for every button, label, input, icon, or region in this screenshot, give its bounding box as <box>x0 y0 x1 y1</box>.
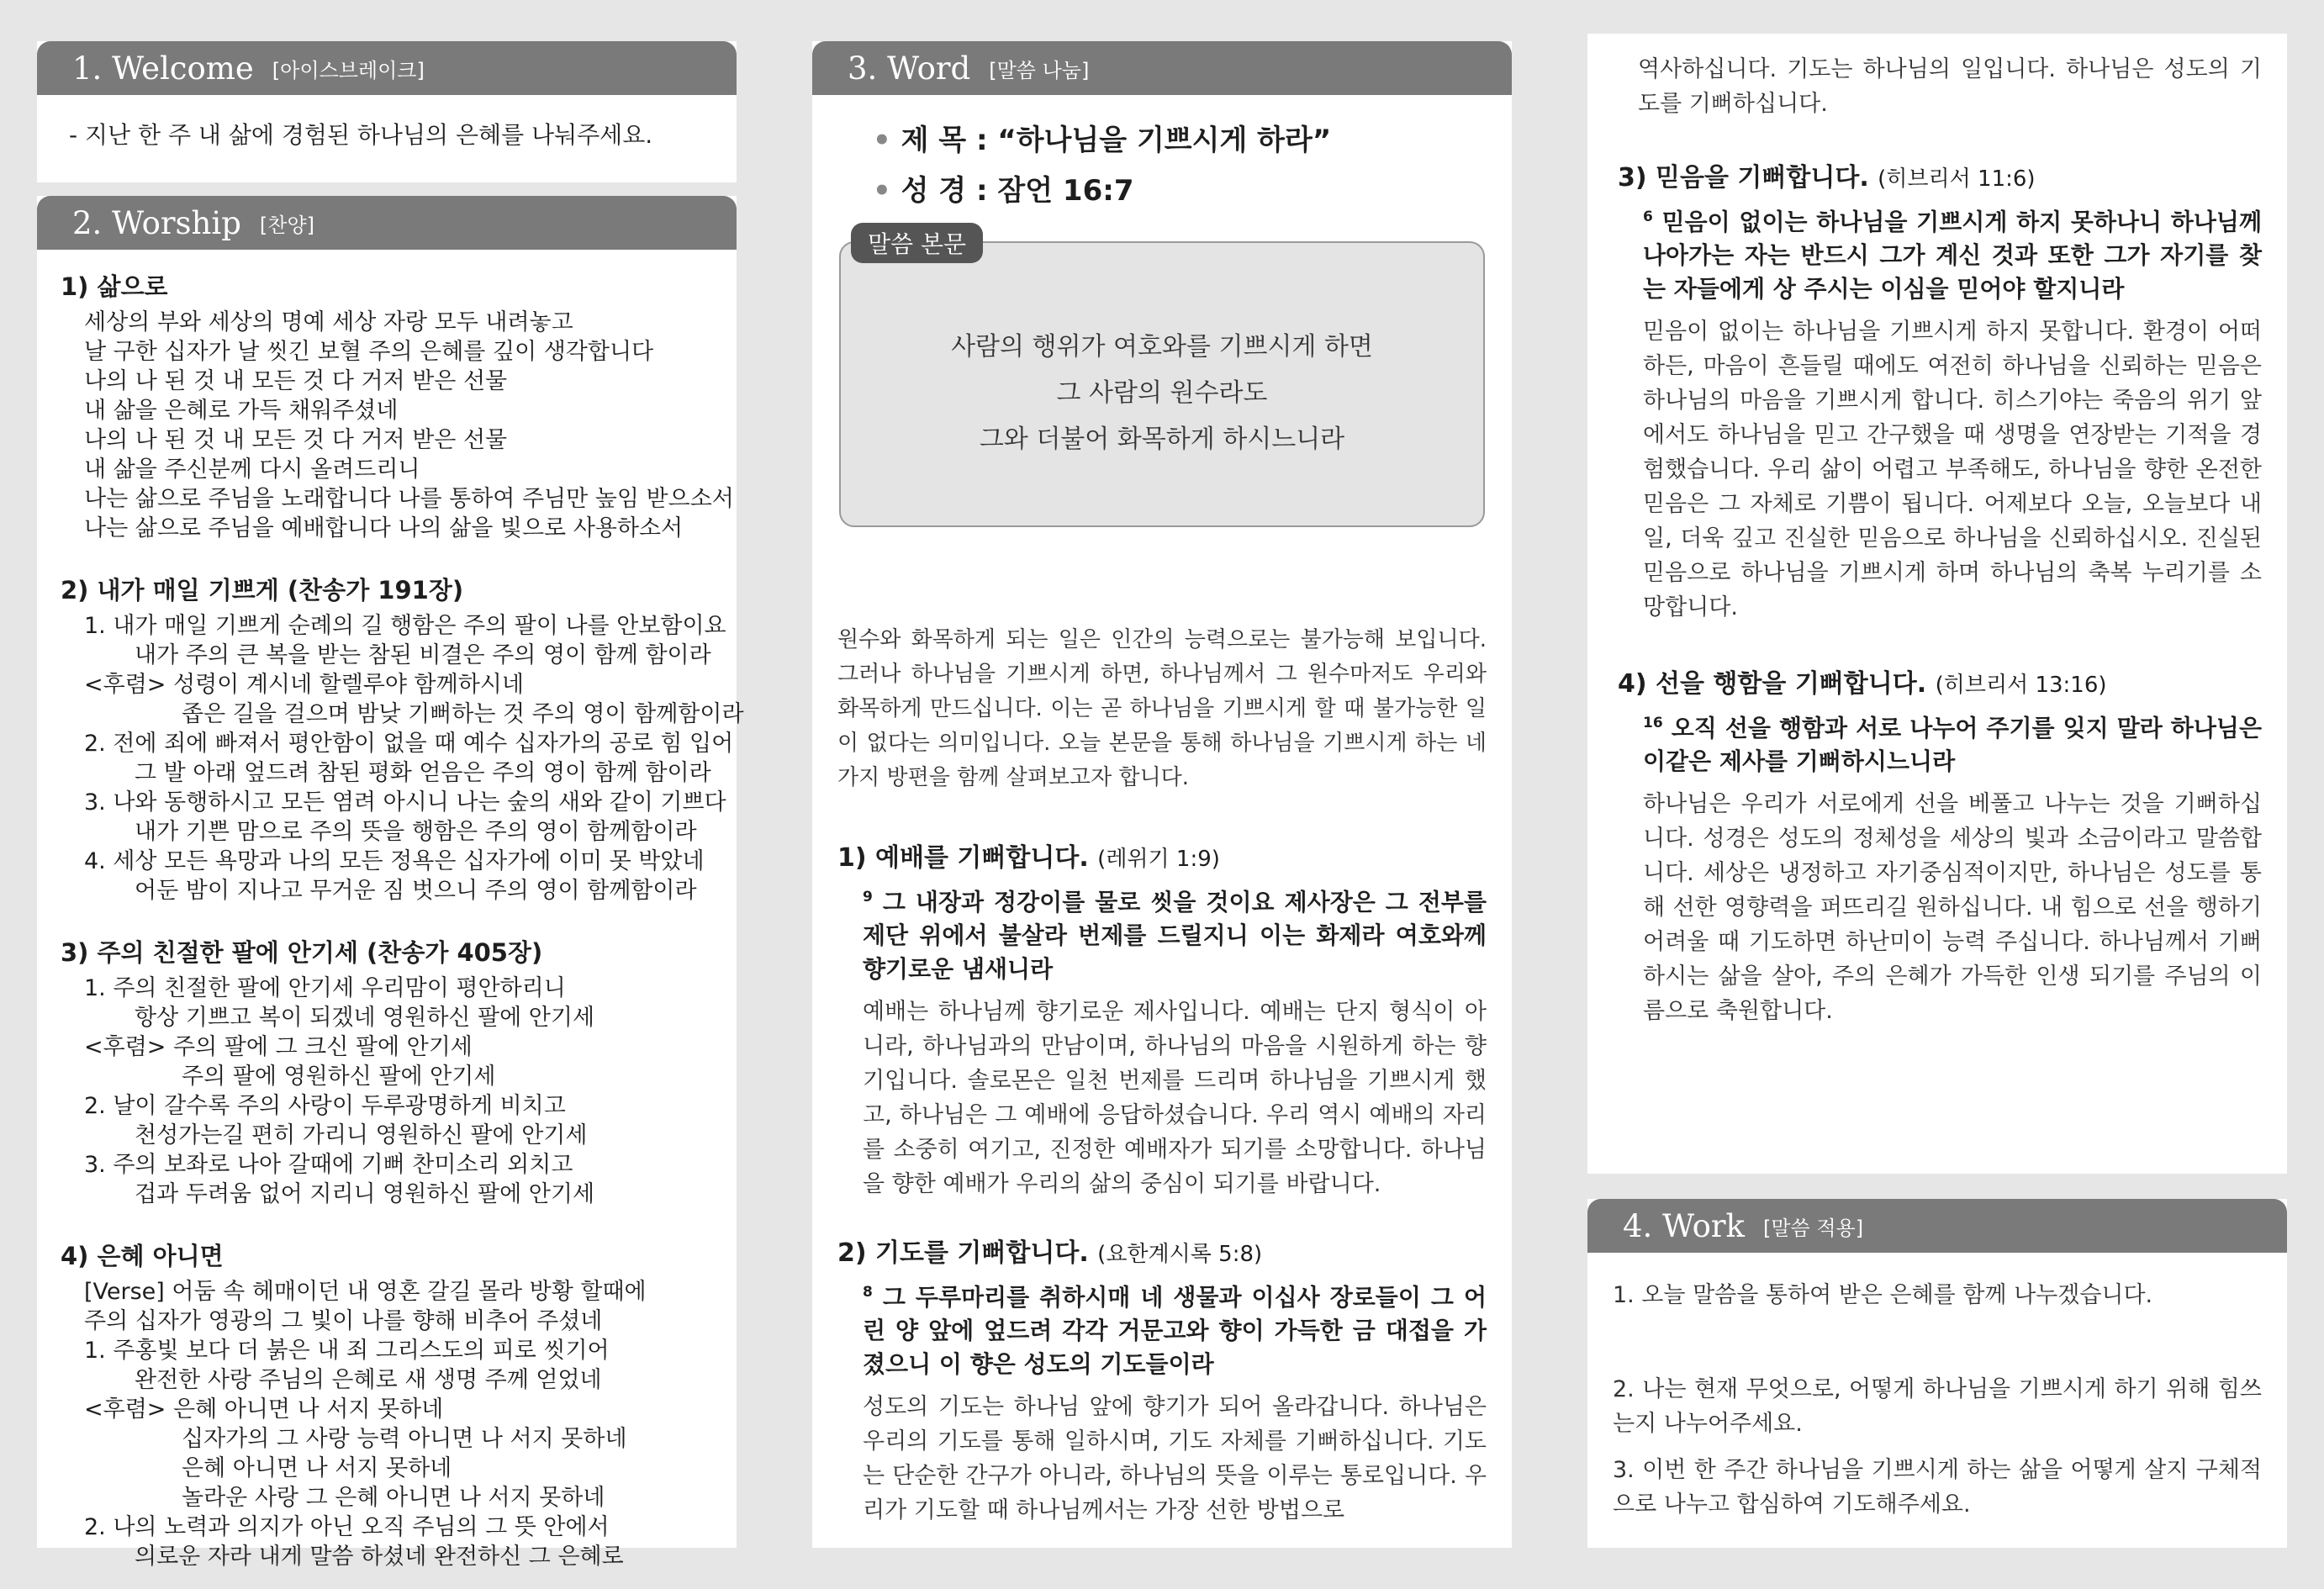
song-line: 내 삶을 주신분께 다시 올려드리니 <box>84 457 420 483</box>
song-line: <후렴> 주의 팔에 그 크신 팔에 안기세 <box>84 1034 473 1060</box>
scripture-box <box>839 241 1485 527</box>
point-body: 하나님은 우리가 서로에게 선을 베풀고 나누는 것을 기뻐하십니다. 성경은 성도의 정체성을 세상의 빛과 소금이라고 말씀합니다. 세상은 냉정하고 자기중심적이지만, 하나님은 성도를 통해 선한 영향력을 퍼뜨리길 원하십니다. 내 힘으로 선을 행하기 어려울 때 기도하면 하난미이 능력 주십니다. 하나님께서 기뻐하시는 삶을 살아, 주의 은혜가 가득한 인생 되기를 주님의 이름으로 축원합니다. <box>1643 791 2262 1025</box>
verse-num: 16 <box>1643 715 1663 731</box>
word-section <box>812 41 1512 1548</box>
song-line: 의로운 자라 내게 말씀 하셨네 완전하신 그 은혜로 <box>135 1544 624 1570</box>
welcome-text: - 지난 한 주 내 삶에 경험된 하나님의 은혜를 나눠주세요. <box>69 121 653 149</box>
topic-label: 제 목 : <box>901 124 988 157</box>
verse-text: 그 두루마리를 취하시매 네 생물과 이십사 장로들이 그 어린 양 앞에 엎드려 각각 거문고와 향이 가득한 금 대접을 가졌으니 이 향은 성도의 기도들이라 <box>863 1283 1487 1379</box>
scripture-row <box>873 166 1331 216</box>
song-line: 나의 나 된 것 내 모든 것 다 거저 받은 선물 <box>84 427 508 453</box>
work-subtitle: [말씀 적용] <box>1762 1216 1864 1240</box>
song-line: 내가 주의 큰 복을 받는 참된 비결은 주의 영이 함께 함이라 <box>135 642 711 668</box>
song-line: 2. 전에 죄에 빠져서 평안함이 없을 때 예수 십자가의 공로 힘 입어 <box>84 731 734 757</box>
word-header <box>812 41 1512 95</box>
worship-title: 2. Worship <box>72 204 241 241</box>
bullet-icon: • <box>873 174 901 208</box>
song-line: 십자가의 그 사랑 능력 아니면 나 서지 못하네 <box>182 1426 627 1452</box>
point-heading <box>1618 663 2262 699</box>
verse-text: 그 내장과 정강이를 물로 씻을 것이요 제사장은 그 전부를 제단 위에서 불살라 번제를 드릴지니 이는 화제라 여호와께 향기로운 냄새니라 <box>863 888 1487 984</box>
box-line: 사람의 행위가 여호와를 기쁘시게 하면 <box>951 332 1373 362</box>
point <box>1618 156 2262 625</box>
point-verse <box>1618 200 2262 306</box>
song <box>61 1238 715 1571</box>
point-body: 예배는 하나님께 향기로운 제사입니다. 예배는 단지 형식이 아니라, 하나님과의 만남이며, 하나님의 마음을 시원하게 하는 향기입니다. 솔로몬은 일천 번제를 드리며 하나님을 기쁘시게 했고, 하나님은 그 예배에 응답하셨습니다. 우리 역시 예배의 자리를 소중히 여기고, 진정한 예배자가 되기를 소망합니다. 하나님을 향한 예배가 우리의 삶의 중심이 되기를 바랍니다. <box>863 999 1487 1198</box>
song-title: 3) 주의 친절한 팔에 안기세 (찬송가 405장) <box>61 938 543 967</box>
bullet-icon: • <box>873 124 901 157</box>
song-line: 놀라운 사랑 그 은혜 아니면 나 서지 못하네 <box>182 1485 605 1511</box>
verse-num: 8 <box>863 1284 873 1301</box>
song-line: 1. 내가 매일 기쁘게 순례의 길 행함은 주의 팔이 나를 안보함이요 <box>84 613 726 639</box>
point-heading-text: 4) 선을 행함을 기뻐합니다. <box>1618 669 1927 699</box>
song-line: <후렴> 은혜 아니면 나 서지 못하네 <box>84 1396 444 1423</box>
song-line: 항상 기쁘고 복이 되겠네 영원하신 팔에 안기세 <box>135 1005 595 1031</box>
point-verse <box>837 880 1487 986</box>
verse-num: 9 <box>863 889 873 905</box>
song-line: 1. 주의 친절한 팔에 안기세 우리맘이 평안하리니 <box>84 975 566 1001</box>
verse-text: 믿음이 없이는 하나님을 기쁘시게 하지 못하나니 하나님께 나아가는 자는 반드시 그가 계신 것과 또한 그가 자기를 찾는 자들에게 상 주시는 이심을 믿어야 할지니라 <box>1643 208 2262 304</box>
song-title: 4) 은혜 아니면 <box>61 1242 224 1270</box>
box-line: 그 사람의 원수라도 <box>1056 378 1268 408</box>
song-line: 1. 주홍빛 보다 더 붉은 내 죄 그리스도의 피로 씻기어 <box>84 1338 610 1364</box>
word-intro: 원수와 화목하게 되는 일은 인간의 능력으로는 불가능해 보입니다. 그러나 하나님을 기쁘시게 하면, 하나님께서 그 원수마저도 우리와 화목하게 만드십니다. 이는 곧 하나님을 기쁘시게 할 때 불가능한 일이 없다는 의미입니다. 오늘 본문을 통해 하나님을 기쁘시게 하는 네 가지 방편을 함께 살펴보고자 합니다. <box>837 627 1487 790</box>
song-line: 어둔 밤이 지나고 무거운 짐 벗으니 주의 영이 함께함이라 <box>135 878 697 904</box>
scripture-text: 잠언 16:7 <box>997 174 1134 208</box>
word-subtitle: [말씀 나눔] <box>989 58 1090 82</box>
song <box>61 934 715 1209</box>
scripture-label: 성 경 : <box>901 174 988 208</box>
point-verse <box>1618 706 2262 779</box>
scripture-box-lines <box>841 324 1483 462</box>
song-line: <후렴> 성령이 계시네 할렐루야 함께하시네 <box>84 672 524 698</box>
work-item: 2. 나는 현재 무엇으로, 어떻게 하나님을 기쁘시게 하기 위해 힘쓰는지 나누어주세요. <box>1613 1376 2262 1437</box>
song-line: 2. 날이 갈수록 주의 사랑이 두루광명하게 비치고 <box>84 1093 566 1119</box>
point <box>837 837 1487 1201</box>
word-continued-section <box>1587 34 2287 1174</box>
song-line: 나는 삶으로 주님을 노래합니다 나를 통하여 주님만 높임 받으소서 <box>84 486 734 512</box>
point-body: 성도의 기도는 하나님 앞에 향기가 되어 올라갑니다. 하나님은 우리의 기도를 통해 일하시며, 기도 자체를 기뻐하십니다. 기도는 단순한 간구가 아니라, 하나님의 뜻을 이루는 통로입니다. 우리가 기도할 때 하나님께서는 가장 선한 방법으로 <box>863 1394 1487 1524</box>
song-line: 천성가는길 편히 가리니 영원하신 팔에 안기세 <box>135 1122 588 1148</box>
point-heading <box>1618 156 2262 193</box>
song-line: 3. 나와 동행하시고 모든 염려 아시니 나는 숲의 새와 같이 기쁘다 <box>84 789 726 816</box>
worship-body <box>37 250 744 1571</box>
box-line: 그와 더불어 화목하게 하시느니라 <box>979 425 1345 454</box>
song-line: 주의 십자가 영광의 그 빛이 나를 향해 비추어 주셨네 <box>84 1308 603 1334</box>
point-ref: (히브리서 13:16) <box>1935 673 2107 698</box>
point <box>1618 663 2262 1028</box>
word-title: 3. Word <box>848 50 971 87</box>
point-body: 믿음이 없이는 하나님을 기쁘시게 하지 못합니다. 환경이 어떠하든, 마음이 흔들릴 때에도 여전히 하나님을 신뢰하는 믿음은 하나님의 마음을 기쁘시게 합니다. 히스기야는 죽음의 위기 앞에서도 하나님을 믿고 간구했을 때 생명을 연장받는 기적을 경험했습니다. 우리 삶이 어렵고 부족해도, 하나님을 향한 온전한 믿음은 그 자체로 기쁨이 됩니다. 어제보다 오늘, 오늘보다 내일, 더욱 깊고 진실한 믿음으로 하나님을 신뢰하십시오. 진실된 믿음으로 하나님을 기쁘시게 하며 하나님의 축복 누리기를 소망합니다. <box>1643 319 2262 621</box>
song-line: 세상의 부와 세상의 명예 세상 자랑 모두 내려놓고 <box>84 309 573 335</box>
work-section <box>1587 1199 2287 1548</box>
song-line: 내 삶을 은혜로 가득 채워주셨네 <box>84 398 399 424</box>
point-ref: (요한계시록 5:8) <box>1097 1242 1263 1267</box>
point-heading-text: 3) 믿음을 기뻐합니다. <box>1618 163 1869 193</box>
song-line: 주의 팔에 영원하신 팔에 안기세 <box>182 1064 496 1090</box>
worship-subtitle: [찬양] <box>259 213 314 237</box>
song-line: 2. 나의 노력과 의지가 아닌 오직 주님의 그 뜻 안에서 <box>84 1514 610 1540</box>
song-line: 그 발 아래 엎드려 참된 평화 얻음은 주의 영이 함께 함이라 <box>135 760 711 786</box>
song <box>61 268 734 543</box>
work-header <box>1587 1199 2287 1253</box>
song-line: 겁과 두려움 없어 지리니 영원하신 팔에 안기세 <box>135 1181 595 1207</box>
point-heading <box>837 1232 1487 1269</box>
point-ref: (히브리서 11:6) <box>1878 166 2036 192</box>
song-line: 날 구한 십자가 날 씻긴 보혈 주의 은혜를 깊이 생각합니다 <box>84 339 654 365</box>
worship-section <box>37 196 744 1570</box>
welcome-subtitle: [아이스브레이크] <box>272 58 425 82</box>
song-line: 3. 주의 보좌로 나아 갈때에 기뻐 찬미소리 외치고 <box>84 1152 573 1178</box>
song-line: 나는 삶으로 주님을 예배합니다 나의 삶을 빛으로 사용하소서 <box>84 515 684 541</box>
welcome-header <box>37 41 737 95</box>
point-heading <box>837 837 1487 874</box>
song-title: 1) 삶으로 <box>61 272 168 301</box>
verse-text: 오직 선을 행함과 서로 나누어 주기를 잊지 말라 하나님은 이같은 제사를 기뻐하시느니라 <box>1643 714 2263 776</box>
word-topic <box>873 115 1331 216</box>
song-line: 은혜 아니면 나 서지 못하네 <box>182 1455 452 1481</box>
topic-row <box>873 115 1331 166</box>
scripture-box-label: 말씀 본문 <box>851 223 983 263</box>
work-item: 1. 오늘 말씀을 통하여 받은 은혜를 함께 나누겠습니다. <box>1613 1282 2153 1308</box>
point-verse <box>837 1275 1487 1381</box>
song-line: 완전한 사랑 주님의 은혜로 새 생명 주께 얻었네 <box>135 1367 602 1393</box>
point-ref: (레위기 1:9) <box>1097 847 1220 872</box>
song-line: 4. 세상 모든 욕망과 나의 모든 정욕은 십자가에 이미 못 박았네 <box>84 848 705 874</box>
welcome-title: 1. Welcome <box>72 50 254 87</box>
continued-text: 역사하십니다. 기도는 하나님의 일입니다. 하나님은 성도의 기도를 기뻐하십니다. <box>1638 56 2262 117</box>
work-title: 4. Work <box>1623 1207 1745 1244</box>
welcome-section <box>37 41 737 182</box>
point <box>837 1232 1487 1528</box>
song-title: 2) 내가 매일 기쁘게 (찬송가 191장) <box>61 576 464 604</box>
song-line: 나의 나 된 것 내 모든 것 다 거저 받은 선물 <box>84 368 508 394</box>
worship-header <box>37 196 737 250</box>
work-item: 3. 이번 한 주간 하나님을 기쁘시게 하는 삶을 어떻게 살지 구체적으로 나누고 합심하여 기도해주세요. <box>1613 1457 2262 1518</box>
song-line: [Verse] 어둠 속 헤매이던 내 영혼 갈길 몰라 방황 할때에 <box>84 1279 647 1305</box>
verse-num: 6 <box>1643 209 1653 225</box>
point-heading-text: 1) 예배를 기뻐합니다. <box>837 843 1089 873</box>
song-line: 좁은 길을 걸으며 밤낮 기뻐하는 것 주의 영이 함께함이라 <box>182 701 744 727</box>
point-heading-text: 2) 기도를 기뻐합니다. <box>837 1238 1089 1268</box>
song <box>61 572 744 905</box>
topic-text: “하나님을 기쁘시게 하라” <box>997 124 1332 157</box>
song-line: 내가 기쁜 맘으로 주의 뜻을 행함은 주의 영이 함께함이라 <box>135 819 697 845</box>
